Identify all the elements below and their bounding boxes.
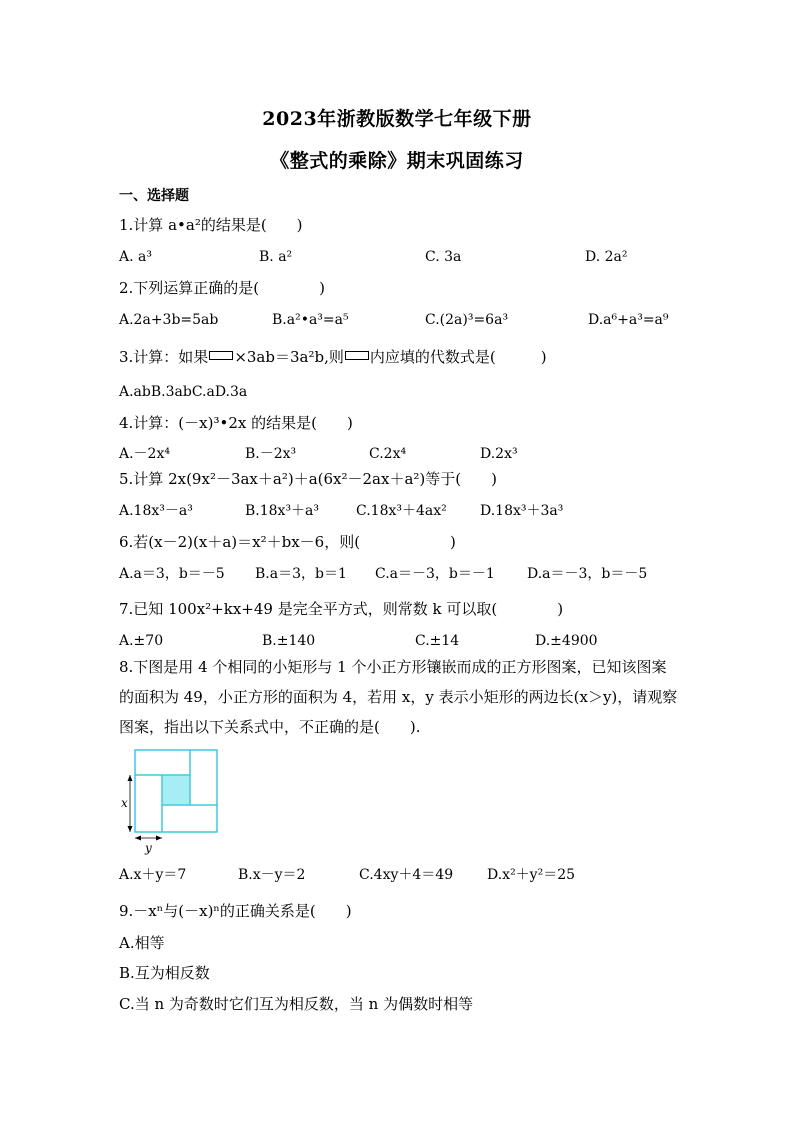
q8-option-b: B.x－y＝2 [238, 867, 306, 883]
q9-option-c: C.当 n 为奇数时它们互为相反数，当 n 为偶数时相等 [119, 995, 474, 1013]
q5-option-b: B.18x³＋a³ [245, 503, 320, 519]
document-subtitle: 《整式的乘除》期末巩固练习 [270, 150, 524, 172]
rectangle-bottom [162, 805, 217, 832]
q3-stem-end: 内应填的代数式是( ) [369, 348, 547, 366]
q2-option-c: C.(2a)³=6a³ [425, 312, 509, 328]
rectangle-right [190, 750, 217, 805]
rectangle-top [135, 750, 190, 775]
q6-option-a: A.a＝3，b＝－5 [119, 566, 225, 582]
q7-option-b: B.±140 [262, 633, 316, 649]
question-7: 7.已知 100x²+kx+49 是完全平方式，则常数 k 可以取( ) [119, 600, 564, 618]
q8-option-c: C.4xy＋4＝49 [359, 867, 454, 883]
q8-option-d: D.x²＋y²＝25 [487, 867, 576, 883]
label-x: x [121, 796, 128, 810]
q2-option-d: D.a⁶+a³=a⁹ [588, 312, 669, 328]
small-square [162, 775, 190, 805]
question-3 [119, 347, 547, 367]
tiling-diagram [118, 745, 224, 855]
question-1: 1.计算 a•a²的结果是( ) [119, 216, 303, 234]
question-8-line-2: 的面积为 49，小正方形的面积为 4，若用 x，y 表示小矩形的两边长(x＞y)，请观察 [119, 688, 678, 706]
question-6: 6.若(x－2)(x＋a)＝x²＋bx－6，则( ) [119, 533, 456, 551]
section-heading: 一、选择题 [119, 188, 189, 204]
q8-option-a: A.x＋y＝7 [119, 867, 187, 883]
q9-option-b: B.互为相反数 [119, 964, 210, 982]
q2-option-b: B.a²•a³=a⁵ [272, 312, 349, 328]
question-4: 4.计算：(－x)³•2x 的结果是( ) [119, 414, 353, 432]
q3-options: A.abB.3abC.aD.3a [119, 384, 248, 400]
q4-option-d: D.2x³ [480, 446, 518, 462]
q3-stem-start: 3.计算：如果 [119, 348, 209, 366]
rectangle-left [135, 775, 162, 832]
x-arrow-bottom [128, 826, 133, 832]
q3-stem-middle: ×3ab＝3a²b,则 [234, 348, 344, 366]
q5-option-a: A.18x³－a³ [119, 503, 193, 519]
q4-option-a: A.－2x⁴ [119, 446, 170, 462]
document-title: 2023年浙教版数学七年级下册 [262, 108, 532, 130]
q2-option-a: A.2a+3b=5ab [119, 312, 219, 328]
q6-option-c: C.a＝－3，b＝－1 [375, 566, 495, 582]
q6-option-b: B.a＝3，b＝1 [255, 566, 347, 582]
blank-box [209, 351, 233, 360]
q1-option-b: B. a² [259, 249, 293, 265]
q1-option-d: D. 2a² [585, 249, 628, 265]
question-5: 5.计算 2x(9x²－3ax＋a²)＋a(6x²－2ax＋a²)等于( ) [119, 470, 497, 488]
question-8-line-1: 8.下图是用 4 个相同的小矩形与 1 个小正方形镶嵌而成的正方形图案，已知该图案 [119, 658, 667, 676]
y-arrow-right [156, 836, 162, 841]
q5-option-c: C.18x³＋4ax² [356, 503, 447, 519]
label-y: y [145, 841, 152, 855]
q7-option-a: A.±70 [119, 633, 164, 649]
question-9: 9.－xⁿ与(－x)ⁿ的正确关系是( ) [119, 902, 352, 920]
q9-option-a: A.相等 [119, 934, 165, 952]
question-2: 2.下列运算正确的是( ) [119, 279, 326, 297]
question-8-line-3: 图案，指出以下关系式中，不正确的是( ). [119, 718, 421, 736]
q7-option-d: D.±4900 [535, 633, 598, 649]
q1-option-a: A. a³ [119, 249, 152, 265]
y-arrow-left [135, 836, 141, 841]
q7-option-c: C.±14 [415, 633, 460, 649]
blank-box [345, 351, 369, 360]
x-arrow-top [128, 775, 133, 781]
q4-option-b: B.－2x³ [245, 446, 297, 462]
q1-option-c: C. 3a [425, 249, 462, 265]
q4-option-c: C.2x⁴ [369, 446, 407, 462]
q8-figure [118, 745, 224, 859]
q6-option-d: D.a＝－3，b＝－5 [527, 566, 648, 582]
q5-option-d: D.18x³＋3a³ [480, 503, 564, 519]
